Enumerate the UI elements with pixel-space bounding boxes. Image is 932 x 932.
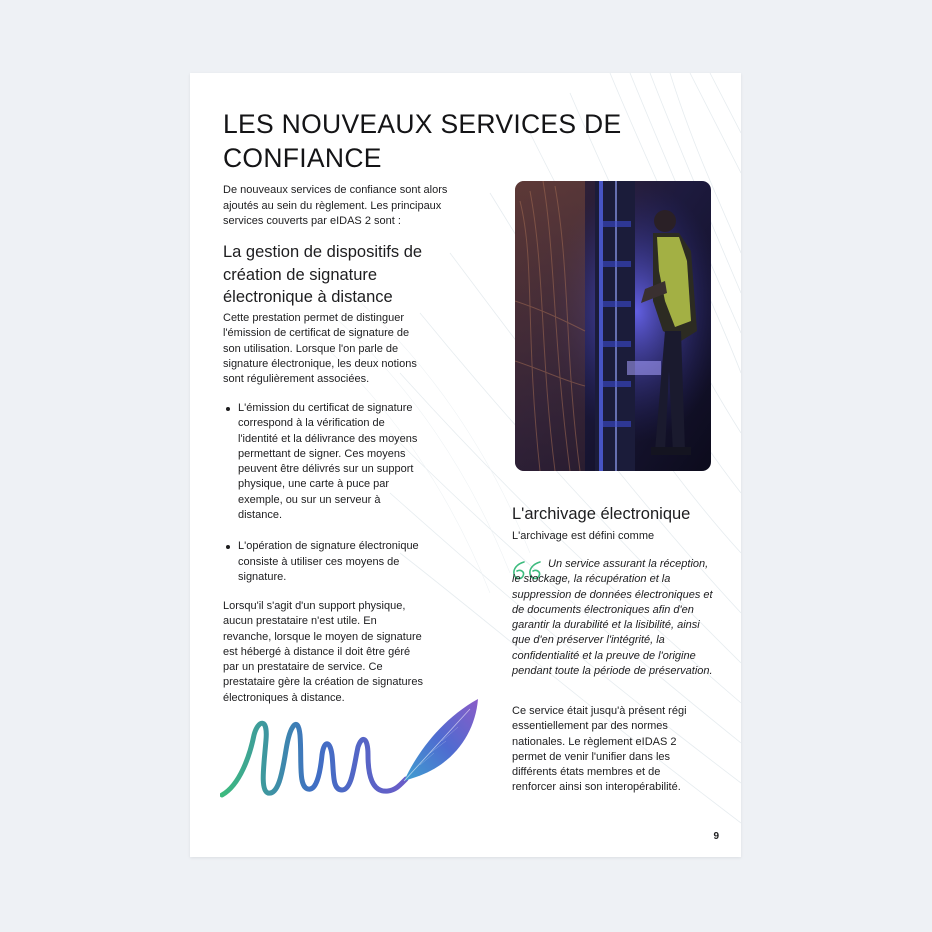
archiving-paragraph: Ce service était jusqu'à présent régi essentiellement par des normes nationales. Le règlement eIDAS 2 permet de venir l'unifier dans les différents états membres et de renforcer ainsi son interopérabilité. — [512, 705, 687, 794]
archiving-quote: Un service assurant la réception, le stockage, la récupération et la suppression de données électroniques et de documents électroniques afin d'en garantir la durabilité et la lisibilité, ainsi que d'en préserver l'intégrité, la confidentialité et la preuve de l'origine pendant toute la période de préservation. — [512, 558, 713, 678]
page-title: LES NOUVEAUX SERVICES DE CONFIANCE — [223, 109, 622, 173]
remote-signature-paragraph-1: Cette prestation permet de distinguer l'émission de certificat de signature de son utilisation. Lorsque l'on parle de signature électronique, les deux notions sont régulièrement associées. — [223, 312, 417, 386]
bullet-list — [223, 401, 423, 601]
document-page — [190, 73, 741, 857]
datacenter-technician-photo — [515, 181, 711, 471]
remote-signature-paragraph-2: Lorsqu'il s'agit d'un support physique, aucun prestataire n'est utile. En revanche, lorsque le moyen de signature est hébergé à distance il doit être géré par un prestataire de service. Ce prestataire gère la création de signatures électroniques à distance. — [223, 600, 423, 704]
section-heading-archiving: L'archivage électronique — [512, 505, 691, 523]
intro-paragraph: De nouveaux services de confiance sont alors ajoutés au sein du règlement. Les principaux services couverts par eIDAS 2 sont : — [223, 184, 448, 227]
feather-signature-icon — [220, 695, 482, 803]
bullet-item: L'opération de signature électronique consiste à utiliser ces moyens de signature. — [223, 539, 423, 585]
section-heading-remote-signature: La gestion de dispositifs de création de signature électronique à distance — [223, 243, 423, 306]
bullet-item: L'émission du certificat de signature correspond à la vérification de l'identité et la délivrance des moyens permettant de signer. Ces moyens peuvent être délivrés sur un support physique, une carte à puce par exemple, ou sur un serveur à distance. — [223, 401, 423, 523]
archiving-definition-intro: L'archivage est défini comme — [512, 530, 655, 542]
page-number: 9 — [713, 831, 719, 842]
